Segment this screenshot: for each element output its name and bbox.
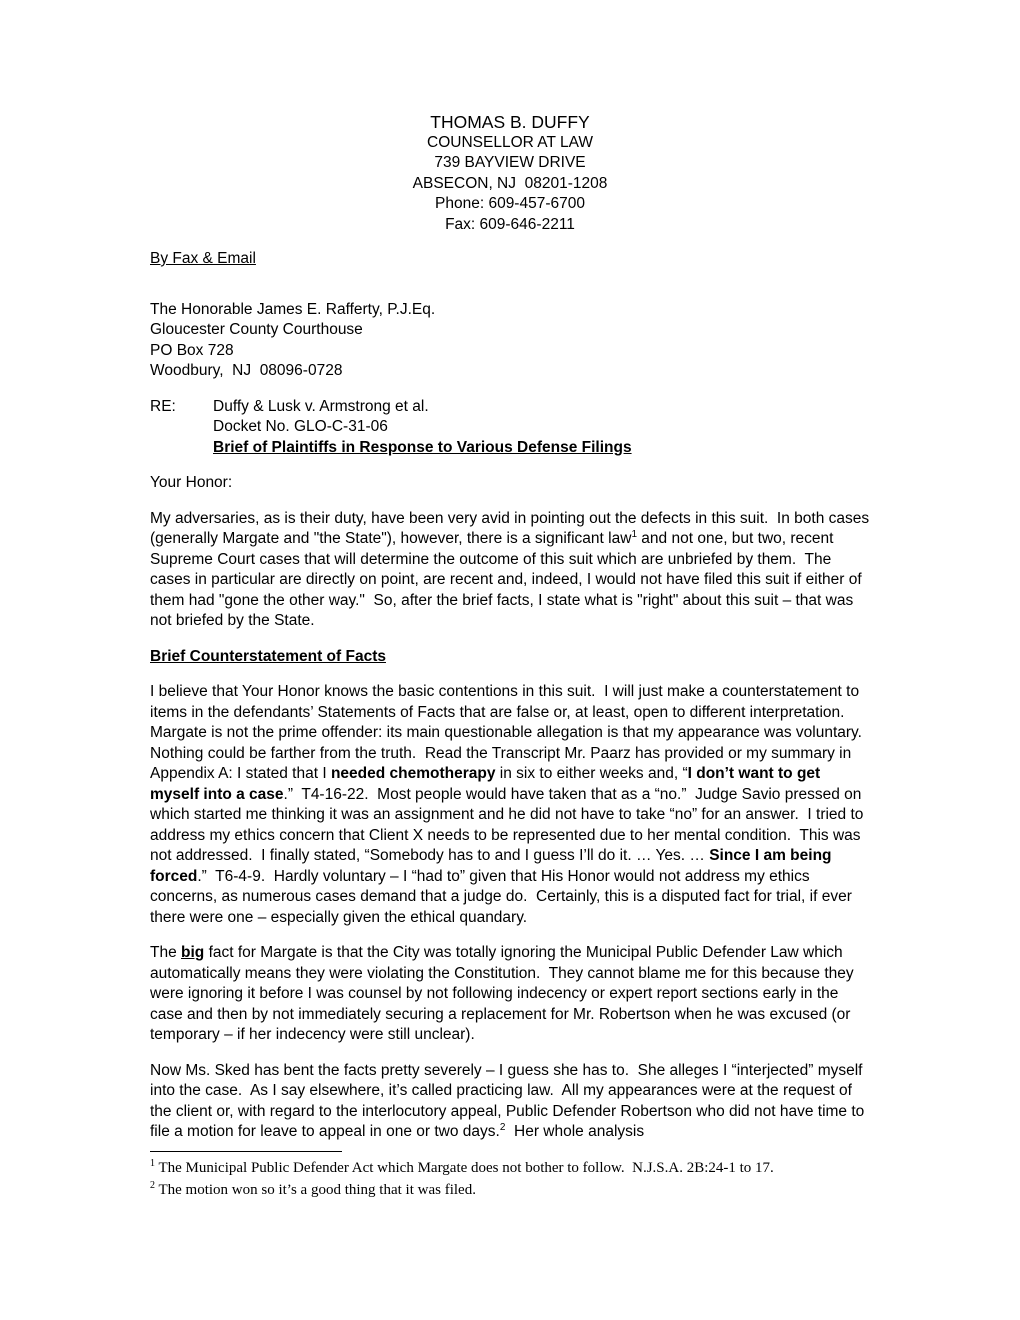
re-line: Docket No. GLO-C-31-06 [213, 418, 388, 435]
letterhead-name: THOMAS B. DUFFY [430, 112, 590, 132]
footnote-separator [150, 1151, 342, 1152]
text-run: big [181, 944, 205, 961]
footnote-area [150, 1151, 870, 1201]
body-paragraph [150, 943, 870, 1046]
text-run: Now Ms. Sked has bent the facts pretty severely – I guess she has to. She alleges I “interjected” myself into the case. As I say elsewhere, it’s called practicing law. All my appearances were at the request of the client or, with regard to the interlocutory appeal, Public Defender Robertson who did not have time to file a motion for leave to appeal in one or two days. [150, 1061, 869, 1140]
re-label: RE: [150, 397, 176, 415]
text-run: Since I am being forced [150, 847, 836, 885]
recipient-line: PO Box 728 [150, 341, 234, 359]
salutation: Your Honor: [150, 474, 233, 491]
text-run: needed chemotherapy [330, 765, 496, 782]
footnote-text: The motion won so it’s a good thing that it was filed. [155, 1181, 476, 1198]
text-run: My adversaries, as is their duty, have been very avid in pointing out the defects in this suit. In both cases (generally Margate and "the State"), however, there is a significant law [150, 509, 874, 547]
delivery-method-text: By Fax & Email [150, 250, 256, 267]
section-heading: Brief Counterstatement of Facts [150, 647, 386, 665]
recipient-line: The Honorable James E. Rafferty, P.J.Eq. [150, 300, 436, 318]
re-block [150, 397, 870, 459]
footnote [150, 1179, 870, 1201]
recipient-block [150, 300, 870, 382]
footnote-reference: 1 [631, 528, 637, 540]
re-line: Duffy & Lusk v. Armstrong et al. [213, 397, 429, 415]
re-lines [213, 397, 632, 459]
text-run: Her whole analysis [505, 1123, 645, 1140]
footnote-marker: 2 [150, 1179, 155, 1191]
letterhead [150, 112, 870, 235]
body-paragraph [150, 1061, 870, 1143]
footnote-marker: 1 [150, 1157, 155, 1169]
footnotes [150, 1157, 870, 1201]
re-line: Brief of Plaintiffs in Response to Various Defense Filings [213, 438, 632, 456]
letterhead-address-line2: ABSECON, NJ 08201-1208 [412, 174, 608, 192]
letterhead-address-line1: 739 BAYVIEW DRIVE [434, 154, 586, 171]
letter-body [150, 509, 874, 1143]
text-run: and not one, but two, recent Supreme Court cases that will determine the outcome of this suit which are unbriefed by them. The cases in particular are directly on point, are recent and, indeed, I would not have filed this suit if either of them had "gone the other way." So, after the brief facts, I state what is "right" about this suit – that was not briefed by the State. [150, 530, 866, 629]
recipient-line: Gloucester County Courthouse [150, 321, 363, 338]
body-paragraph [150, 509, 874, 632]
text-run: .” T6-4-9. Hardly voluntary – I “had to” given that His Honor would not address my ethics concerns, as numerous cases demand that a judge do. Certainly, this is a disputed fact for trial, if ever there were one – especially given the ethical quandary. [150, 867, 857, 926]
footnote [150, 1157, 870, 1179]
text-run: .” T4-16-22. Most people would have taken that as a “no.” Judge Savio pressed on which started me thinking it was an assignment and he did not have to take “no” for an answer. I tried to address my ethics concern that Client X needs to be represented due to her mental condition. This was not addressed. I finally stated, “Somebody has to and I guess I’ll do it. … Yes. … [150, 785, 868, 864]
delivery-method [150, 249, 870, 270]
text-run: in six to either weeks and, “ [495, 765, 688, 782]
body-paragraph [150, 682, 870, 928]
text-run: I believe that Your Honor knows the basic contentions in this suit. I will just make a counterstatement to items in the defendants’ Statements of Facts that are false or, at least, open to different interpretation. Margate is not the prime offender: its main questionable allegation is that my appearance was voluntary. Nothing could be farther from the truth. Read the Transcript Mr. Paarz has provided or my summary in Appendix A: I stated that I [150, 683, 871, 782]
text-run: fact for Margate is that the City was totally ignoring the Municipal Public Defender Law which automatically means they were violating the Constitution. They cannot blame me for this because they were ignoring it before I was counsel by not following indecency or expert report sections early in the case and then by not immediately securing a replacement for Mr. Robertson when he was excused (or temporary – if her indecency were still unclear). [150, 944, 858, 1043]
recipient-line: Woodbury, NJ 08096-0728 [150, 362, 343, 379]
letterhead-fax: Fax: 609-646-2211 [445, 215, 575, 233]
footnote-text: The Municipal Public Defender Act which Margate does not bother to follow. N.J.S.A. 2B:24-1 to 17. [155, 1159, 774, 1176]
text-run: I don’t want to get myself into a case [150, 765, 825, 803]
text-run: The [150, 944, 182, 961]
footnote-reference: 2 [499, 1121, 506, 1133]
letterhead-phone: Phone: 609-457-6700 [435, 195, 585, 212]
letterhead-title: COUNSELLOR AT LAW [427, 133, 593, 151]
